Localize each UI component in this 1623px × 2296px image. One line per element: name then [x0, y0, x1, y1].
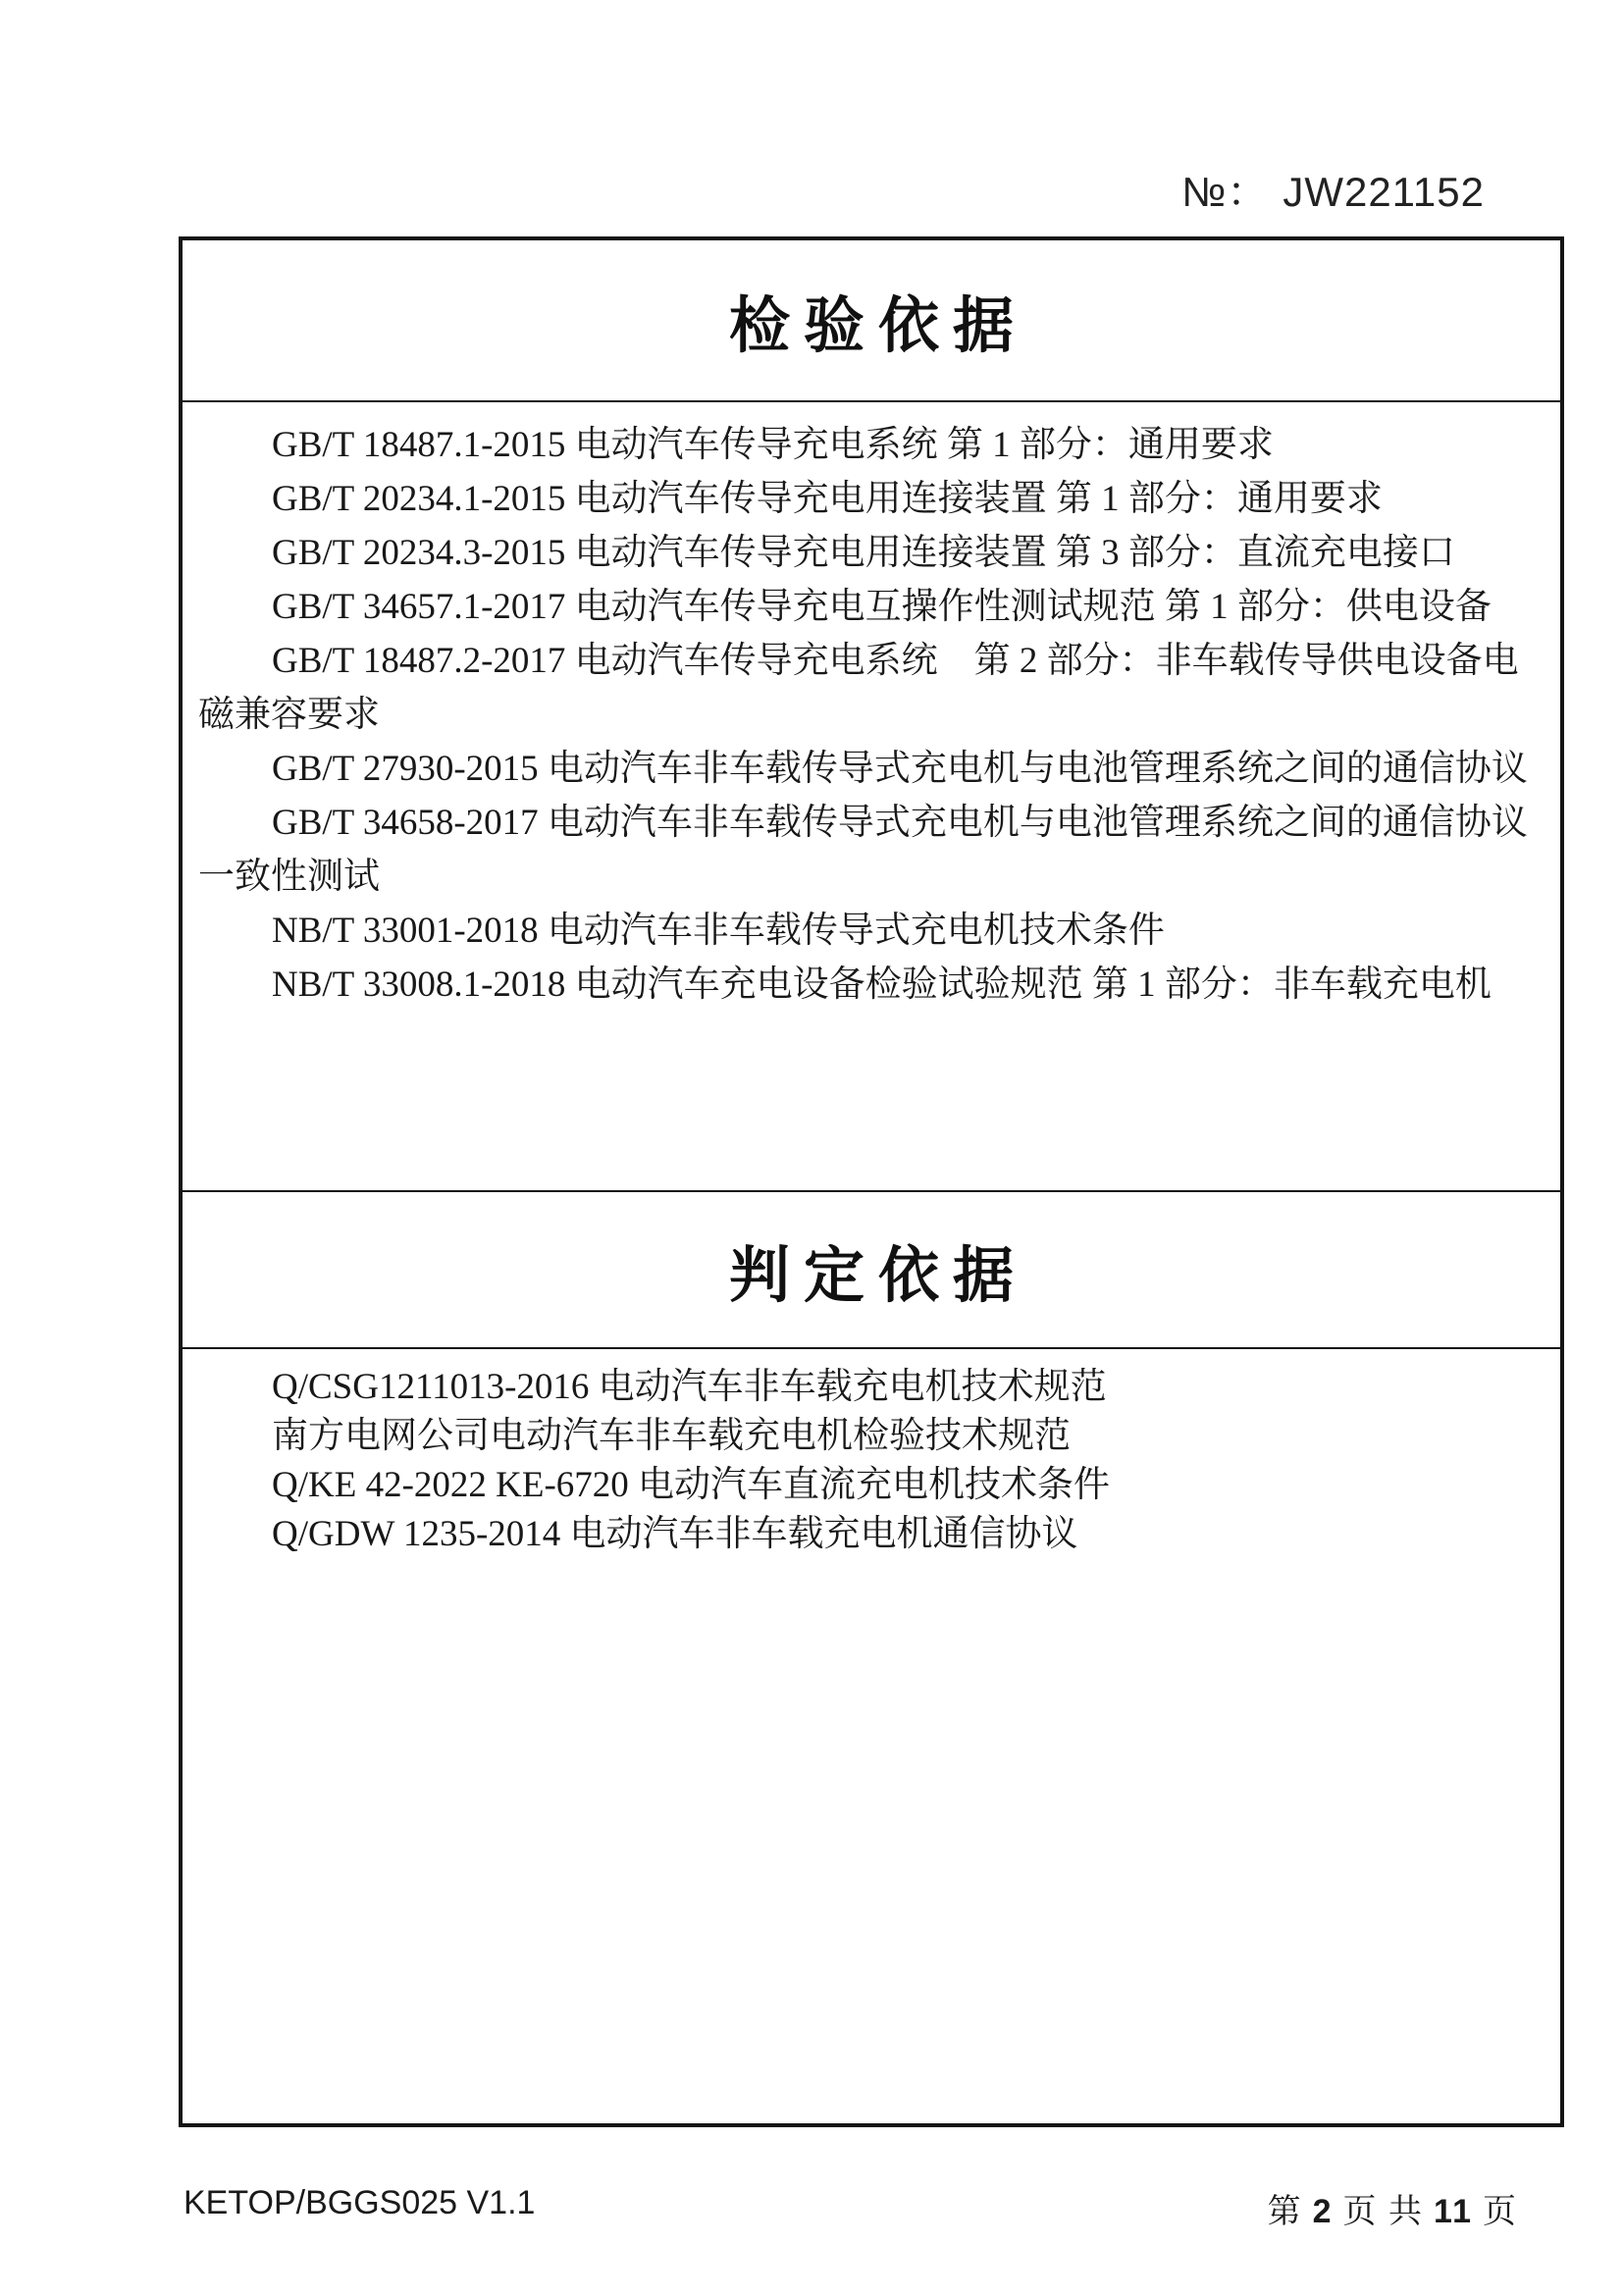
- standard-item: NB/T 33001-2018 电动汽车非车载传导式充电机技术条件: [272, 911, 1165, 951]
- judgment-basis-title: 判定依据: [728, 1242, 1027, 1310]
- standard-item: GB/T 18487.1-2015 电动汽车传导充电系统 第 1 部分：通用要求: [272, 425, 1274, 465]
- inspection-basis-list: [183, 402, 1560, 1190]
- report-frame: [179, 236, 1564, 2127]
- judgment-basis-title-row: [183, 1190, 1560, 1349]
- standard-item: Q/GDW 1235-2014 电动汽车非车载充电机通信协议: [272, 1514, 1078, 1554]
- page-indicator: [1268, 2184, 1518, 2232]
- standard-item: GB/T 34658-2017 电动汽车非车载传导式充电机与电池管理系统之间的通信协议一致性测试: [198, 803, 1528, 897]
- page-indicator-middle: 页 共: [1342, 2194, 1425, 2230]
- doc-number-label: №：: [1181, 169, 1270, 215]
- current-page-number: 2: [1312, 2193, 1334, 2230]
- standard-item: Q/CSG1211013-2016 电动汽车非车载充电机技术规范: [272, 1367, 1107, 1407]
- inspection-basis-title-row: [183, 240, 1560, 402]
- standard-item: 南方电网公司电动汽车非车载充电机检验技术规范: [272, 1416, 1071, 1456]
- standard-item: Q/KE 42-2022 KE-6720 电动汽车直流充电机技术条件: [272, 1465, 1111, 1505]
- inspection-basis-title: 检验依据: [728, 293, 1027, 360]
- standard-item: GB/T 18487.2-2017 电动汽车传导充电系统 第 2 部分：非车载传导供电设备电磁兼容要求: [198, 641, 1519, 735]
- standard-item: GB/T 20234.3-2015 电动汽车传导充电用连接装置 第 3 部分：直流充电接口: [272, 533, 1455, 573]
- doc-number: [1181, 160, 1485, 219]
- standard-item: GB/T 27930-2015 电动汽车非车载传导式充电机与电池管理系统之间的通信协议: [272, 749, 1528, 789]
- standard-item: GB/T 34657.1-2017 电动汽车传导充电互操作性测试规范 第 1 部分：供电设备: [272, 587, 1492, 627]
- page-indicator-prefix: 第: [1267, 2194, 1303, 2230]
- doc-number-value: JW221152: [1283, 169, 1485, 215]
- standard-item: NB/T 33008.1-2018 电动汽车充电设备检验试验规范 第 1 部分：非车载充电机: [272, 965, 1492, 1005]
- standard-item: GB/T 20234.1-2015 电动汽车传导充电用连接装置 第 1 部分：通用要求: [272, 479, 1383, 519]
- page-indicator-suffix: 页: [1483, 2194, 1518, 2230]
- judgment-basis-list: [183, 1349, 1560, 2123]
- form-code: KETOP/BGGS025 V1.1: [183, 2184, 536, 2221]
- total-page-number: 11: [1434, 2193, 1473, 2230]
